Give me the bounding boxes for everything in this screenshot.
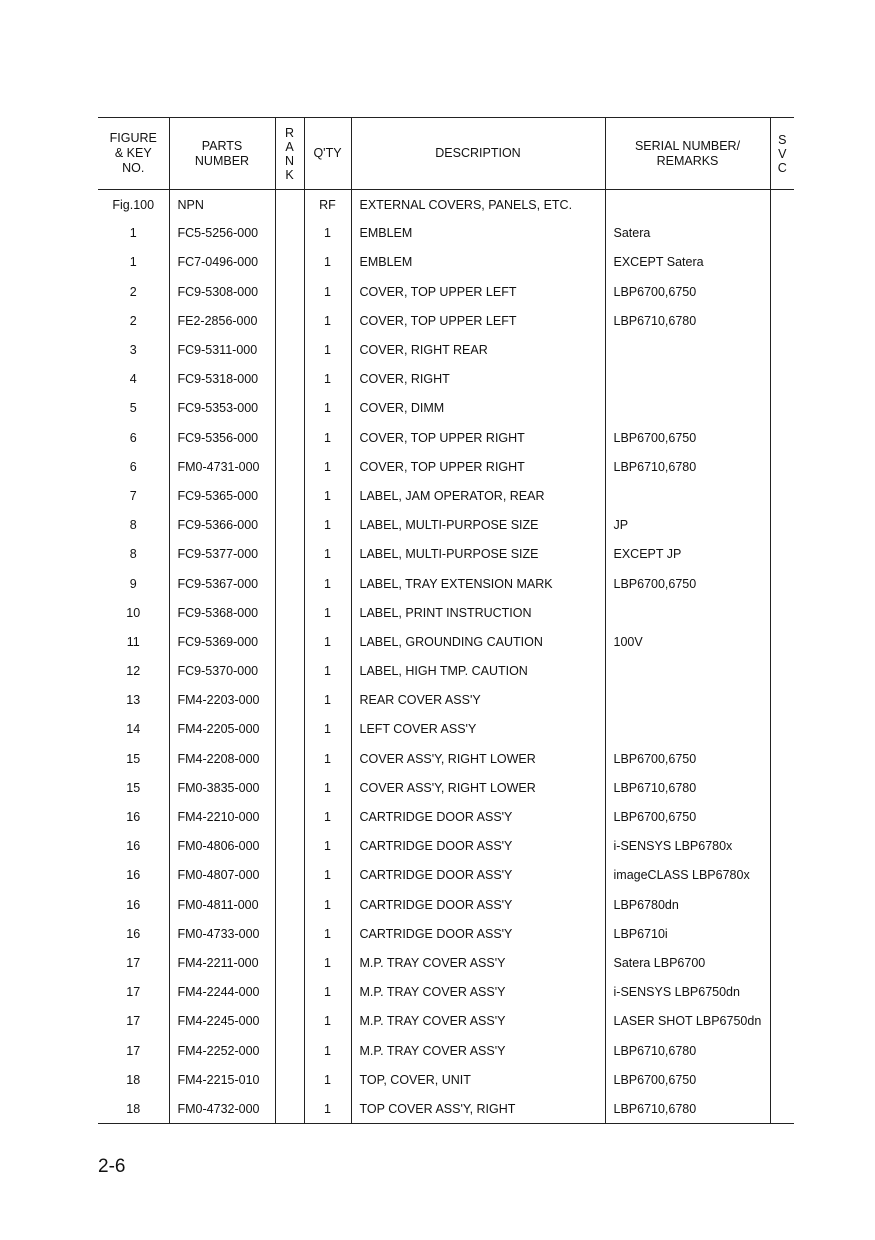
cell-svc (770, 773, 794, 802)
cell-parts-number: FC9-5318-000 (169, 365, 275, 394)
cell-figure-key: 3 (129, 343, 137, 358)
cell-remarks: LBP6700,6750 (605, 569, 770, 598)
cell-rank (275, 248, 304, 277)
cell-rank (275, 890, 304, 919)
cell-figure-key: 8 (129, 518, 137, 533)
cell-qty: 1 (304, 248, 351, 277)
cell-rank (275, 423, 304, 452)
cell-parts-number: FE2-2856-000 (169, 306, 275, 335)
cell-qty: 1 (304, 919, 351, 948)
cell-svc (770, 481, 794, 510)
table-row (98, 598, 794, 627)
cell-description: M.P. TRAY COVER ASS'Y (351, 1036, 605, 1065)
cell-description: COVER, RIGHT REAR (351, 335, 605, 364)
cell-svc (770, 919, 794, 948)
cell-parts-number: FC9-5367-000 (169, 569, 275, 598)
cell-parts-number: FM4-2208-000 (169, 744, 275, 773)
cell-description: EMBLEM (351, 219, 605, 248)
cell-description: M.P. TRAY COVER ASS'Y (351, 1007, 605, 1036)
cell-description: TOP, COVER, UNIT (351, 1065, 605, 1094)
cell-figure-key: 16 (126, 839, 141, 854)
cell-svc (770, 365, 794, 394)
cell-remarks: LBP6700,6750 (605, 277, 770, 306)
header-svc: S V C (770, 118, 794, 190)
cell-remarks: JP (605, 511, 770, 540)
cell-svc (770, 890, 794, 919)
cell-description: COVER ASS'Y, RIGHT LOWER (351, 773, 605, 802)
parts-table-body (98, 190, 794, 1124)
cell-remarks: LBP6710,6780 (605, 452, 770, 481)
cell-rank (275, 715, 304, 744)
table-row (98, 744, 794, 773)
cell-svc (770, 1065, 794, 1094)
cell-rank (275, 481, 304, 510)
cell-figure-key: 6 (129, 459, 137, 474)
cell-remarks: i-SENSYS LBP6780x (605, 832, 770, 861)
cell-rank (275, 540, 304, 569)
table-row (98, 802, 794, 831)
cell-parts-number: FC9-5366-000 (169, 511, 275, 540)
cell-remarks: Satera (605, 219, 770, 248)
cell-svc (770, 190, 794, 219)
cell-figure-key: 15 (126, 751, 141, 766)
cell-svc (770, 511, 794, 540)
cell-parts-number: FM0-4806-000 (169, 832, 275, 861)
cell-qty: 1 (304, 569, 351, 598)
cell-description: CARTRIDGE DOOR ASS'Y (351, 890, 605, 919)
cell-parts-number: FC9-5370-000 (169, 657, 275, 686)
cell-remarks: LBP6700,6750 (605, 1065, 770, 1094)
cell-rank (275, 190, 304, 219)
cell-qty: 1 (304, 744, 351, 773)
parts-list-sheet (98, 117, 794, 1124)
cell-qty: 1 (304, 219, 351, 248)
cell-qty: 1 (304, 306, 351, 335)
table-row (98, 890, 794, 919)
cell-remarks (605, 686, 770, 715)
table-row (98, 861, 794, 890)
cell-remarks (605, 598, 770, 627)
table-row (98, 1007, 794, 1036)
cell-qty: 1 (304, 861, 351, 890)
table-row (98, 832, 794, 861)
cell-parts-number: FM4-2245-000 (169, 1007, 275, 1036)
cell-svc (770, 540, 794, 569)
cell-remarks: Satera LBP6700 (605, 948, 770, 977)
cell-qty: 1 (304, 481, 351, 510)
cell-description: M.P. TRAY COVER ASS'Y (351, 978, 605, 1007)
table-row (98, 365, 794, 394)
table-row (98, 511, 794, 540)
cell-svc (770, 861, 794, 890)
table-row (98, 190, 794, 219)
cell-qty: 1 (304, 1094, 351, 1123)
cell-qty: 1 (304, 598, 351, 627)
cell-figure-key: 8 (129, 547, 137, 562)
cell-rank (275, 948, 304, 977)
cell-parts-number: FC9-5365-000 (169, 481, 275, 510)
cell-parts-number: FM0-4731-000 (169, 452, 275, 481)
cell-svc (770, 569, 794, 598)
cell-rank (275, 744, 304, 773)
cell-description: COVER, RIGHT (351, 365, 605, 394)
cell-rank (275, 686, 304, 715)
cell-description: CARTRIDGE DOOR ASS'Y (351, 802, 605, 831)
cell-remarks (605, 657, 770, 686)
cell-description: COVER, TOP UPPER RIGHT (351, 423, 605, 452)
cell-rank (275, 832, 304, 861)
cell-qty: 1 (304, 452, 351, 481)
page-number: 2-6 (98, 1156, 126, 1177)
cell-figure-key: 10 (126, 605, 141, 620)
cell-svc (770, 394, 794, 423)
cell-parts-number: FC7-0496-000 (169, 248, 275, 277)
table-row (98, 277, 794, 306)
cell-remarks: i-SENSYS LBP6750dn (605, 978, 770, 1007)
cell-description: COVER, DIMM (351, 394, 605, 423)
cell-description: CARTRIDGE DOOR ASS'Y (351, 861, 605, 890)
cell-svc (770, 306, 794, 335)
cell-figure-key: 12 (126, 664, 141, 679)
table-row (98, 1065, 794, 1094)
cell-description: TOP COVER ASS'Y, RIGHT (351, 1094, 605, 1123)
table-row (98, 978, 794, 1007)
cell-figure-key: 18 (98, 1094, 169, 1123)
cell-remarks: LBP6710,6780 (605, 1036, 770, 1065)
cell-rank (275, 1094, 304, 1123)
cell-qty: 1 (304, 1007, 351, 1036)
cell-svc (770, 277, 794, 306)
cell-qty: 1 (304, 686, 351, 715)
cell-parts-number: FC9-5311-000 (169, 335, 275, 364)
cell-svc (770, 802, 794, 831)
cell-rank (275, 335, 304, 364)
cell-rank (275, 569, 304, 598)
cell-parts-number: FM4-2203-000 (169, 686, 275, 715)
table-row (98, 657, 794, 686)
cell-figure-key: 1 (129, 226, 137, 241)
table-row (98, 569, 794, 598)
cell-remarks: imageCLASS LBP6780x (605, 861, 770, 890)
cell-svc (770, 657, 794, 686)
cell-parts-number: FM0-4807-000 (169, 861, 275, 890)
cell-parts-number: FC9-5377-000 (169, 540, 275, 569)
cell-rank (275, 802, 304, 831)
cell-svc (770, 1007, 794, 1036)
cell-qty: RF (304, 190, 351, 219)
parts-table (98, 117, 794, 1124)
cell-figure-key: 2 (129, 284, 137, 299)
cell-svc (770, 627, 794, 656)
cell-remarks: 100V (605, 627, 770, 656)
cell-figure-key: 18 (126, 1072, 141, 1087)
table-row (98, 919, 794, 948)
cell-parts-number: FM4-2205-000 (169, 715, 275, 744)
cell-parts-number: FM4-2215-010 (169, 1065, 275, 1094)
cell-description: COVER, TOP UPPER LEFT (351, 306, 605, 335)
header-serial-remarks: SERIAL NUMBER/ REMARKS (605, 118, 770, 190)
cell-qty: 1 (304, 832, 351, 861)
cell-rank (275, 511, 304, 540)
cell-remarks: EXCEPT JP (605, 540, 770, 569)
cell-description: COVER ASS'Y, RIGHT LOWER (351, 744, 605, 773)
table-row (98, 248, 794, 277)
cell-rank (275, 1007, 304, 1036)
header-description: DESCRIPTION (351, 118, 605, 190)
table-row (98, 715, 794, 744)
cell-remarks: LASER SHOT LBP6750dn (605, 1007, 770, 1036)
cell-svc (770, 598, 794, 627)
cell-qty: 1 (304, 1065, 351, 1094)
cell-description: CARTRIDGE DOOR ASS'Y (351, 919, 605, 948)
cell-parts-number: FC5-5256-000 (169, 219, 275, 248)
cell-rank (275, 657, 304, 686)
cell-description: LABEL, JAM OPERATOR, REAR (351, 481, 605, 510)
cell-description: LABEL, PRINT INSTRUCTION (351, 598, 605, 627)
cell-svc (770, 948, 794, 977)
cell-parts-number: FM4-2244-000 (169, 978, 275, 1007)
cell-description: LABEL, HIGH TMP. CAUTION (351, 657, 605, 686)
cell-figure-key: 1 (129, 255, 137, 270)
cell-rank (275, 365, 304, 394)
table-row (98, 773, 794, 802)
cell-figure-key: Fig.100 (112, 198, 155, 213)
cell-figure-key: 4 (129, 372, 137, 387)
cell-remarks: LBP6710,6780 (605, 1094, 770, 1123)
cell-figure-key: 11 (126, 634, 140, 649)
cell-parts-number: FC9-5308-000 (169, 277, 275, 306)
cell-rank (275, 1036, 304, 1065)
cell-description: M.P. TRAY COVER ASS'Y (351, 948, 605, 977)
header-qty: Q'TY (304, 118, 351, 190)
cell-figure-key: 15 (126, 780, 141, 795)
cell-parts-number: FM0-3835-000 (169, 773, 275, 802)
table-row (98, 686, 794, 715)
table-row (98, 627, 794, 656)
cell-parts-number: FC9-5356-000 (169, 423, 275, 452)
cell-parts-number: FM4-2211-000 (169, 948, 275, 977)
cell-description: LABEL, TRAY EXTENSION MARK (351, 569, 605, 598)
cell-parts-number: FM0-4733-000 (169, 919, 275, 948)
cell-rank (275, 1065, 304, 1094)
cell-remarks (605, 394, 770, 423)
cell-figure-key: 7 (129, 488, 137, 503)
cell-svc (770, 686, 794, 715)
cell-rank (275, 277, 304, 306)
cell-svc (770, 1036, 794, 1065)
cell-qty: 1 (304, 657, 351, 686)
cell-rank (275, 773, 304, 802)
table-row (98, 335, 794, 364)
table-row (98, 423, 794, 452)
table-row (98, 540, 794, 569)
cell-rank (275, 598, 304, 627)
cell-svc (770, 423, 794, 452)
cell-svc (770, 335, 794, 364)
cell-svc (770, 978, 794, 1007)
cell-figure-key: 17 (126, 985, 141, 1000)
cell-remarks: EXCEPT Satera (605, 248, 770, 277)
table-row (98, 948, 794, 977)
cell-remarks: LBP6710,6780 (605, 306, 770, 335)
cell-qty: 1 (304, 511, 351, 540)
cell-qty: 1 (304, 365, 351, 394)
cell-remarks (605, 481, 770, 510)
cell-qty: 1 (304, 423, 351, 452)
cell-figure-key: 17 (126, 1043, 141, 1058)
cell-rank (275, 306, 304, 335)
cell-remarks: LBP6710i (605, 919, 770, 948)
cell-description: COVER, TOP UPPER RIGHT (351, 452, 605, 481)
cell-svc (770, 1094, 794, 1123)
cell-parts-number: FM0-4732-000 (169, 1094, 275, 1123)
table-row (98, 481, 794, 510)
cell-qty: 1 (304, 277, 351, 306)
cell-remarks: LBP6780dn (605, 890, 770, 919)
cell-figure-key: 16 (126, 810, 141, 825)
table-header-row (98, 118, 794, 190)
cell-parts-number: FC9-5353-000 (169, 394, 275, 423)
cell-qty: 1 (304, 540, 351, 569)
cell-description: LABEL, MULTI-PURPOSE SIZE (351, 540, 605, 569)
cell-qty: 1 (304, 948, 351, 977)
cell-description: EXTERNAL COVERS, PANELS, ETC. (351, 190, 605, 219)
cell-qty: 1 (304, 627, 351, 656)
cell-qty: 1 (304, 802, 351, 831)
cell-figure-key: 2 (129, 313, 137, 328)
cell-qty: 1 (304, 394, 351, 423)
cell-rank (275, 919, 304, 948)
cell-figure-key: 13 (126, 693, 141, 708)
table-row (98, 1094, 794, 1123)
cell-rank (275, 627, 304, 656)
cell-figure-key: 16 (126, 926, 141, 941)
header-rank: R A N K (275, 118, 304, 190)
cell-figure-key: 16 (126, 868, 141, 883)
cell-svc (770, 248, 794, 277)
header-figure-key-no: FIGURE & KEY NO. (98, 118, 169, 190)
table-row (98, 1036, 794, 1065)
cell-description: CARTRIDGE DOOR ASS'Y (351, 832, 605, 861)
cell-qty: 1 (304, 1036, 351, 1065)
cell-remarks: LBP6710,6780 (605, 773, 770, 802)
cell-remarks: LBP6700,6750 (605, 423, 770, 452)
table-row (98, 452, 794, 481)
cell-remarks: LBP6700,6750 (605, 802, 770, 831)
cell-description: LABEL, GROUNDING CAUTION (351, 627, 605, 656)
cell-parts-number: FM4-2210-000 (169, 802, 275, 831)
header-parts-number: PARTS NUMBER (169, 118, 275, 190)
cell-parts-number: FC9-5368-000 (169, 598, 275, 627)
cell-remarks (605, 190, 770, 219)
cell-description: REAR COVER ASS'Y (351, 686, 605, 715)
cell-parts-number: FM0-4811-000 (169, 890, 275, 919)
cell-qty: 1 (304, 335, 351, 364)
cell-rank (275, 394, 304, 423)
table-row (98, 394, 794, 423)
cell-figure-key: 16 (126, 897, 141, 912)
cell-remarks (605, 365, 770, 394)
cell-rank (275, 861, 304, 890)
cell-svc (770, 219, 794, 248)
cell-svc (770, 452, 794, 481)
cell-figure-key: 6 (129, 430, 137, 445)
cell-qty: 1 (304, 773, 351, 802)
cell-figure-key: 9 (129, 576, 137, 591)
cell-rank (275, 219, 304, 248)
cell-figure-key: 17 (126, 955, 141, 970)
cell-parts-number: FM4-2252-000 (169, 1036, 275, 1065)
cell-remarks (605, 335, 770, 364)
cell-remarks (605, 715, 770, 744)
cell-svc (770, 715, 794, 744)
cell-svc (770, 832, 794, 861)
table-row (98, 219, 794, 248)
cell-description: LEFT COVER ASS'Y (351, 715, 605, 744)
cell-rank (275, 452, 304, 481)
cell-svc (770, 744, 794, 773)
cell-remarks: LBP6700,6750 (605, 744, 770, 773)
cell-figure-key: 5 (129, 401, 137, 416)
cell-parts-number: NPN (169, 190, 275, 219)
cell-description: LABEL, MULTI-PURPOSE SIZE (351, 511, 605, 540)
cell-parts-number: FC9-5369-000 (169, 627, 275, 656)
cell-qty: 1 (304, 890, 351, 919)
cell-figure-key: 14 (126, 722, 141, 737)
cell-figure-key: 17 (126, 1014, 141, 1029)
cell-description: EMBLEM (351, 248, 605, 277)
cell-qty: 1 (304, 715, 351, 744)
cell-qty: 1 (304, 978, 351, 1007)
cell-description: COVER, TOP UPPER LEFT (351, 277, 605, 306)
table-row (98, 306, 794, 335)
cell-rank (275, 978, 304, 1007)
